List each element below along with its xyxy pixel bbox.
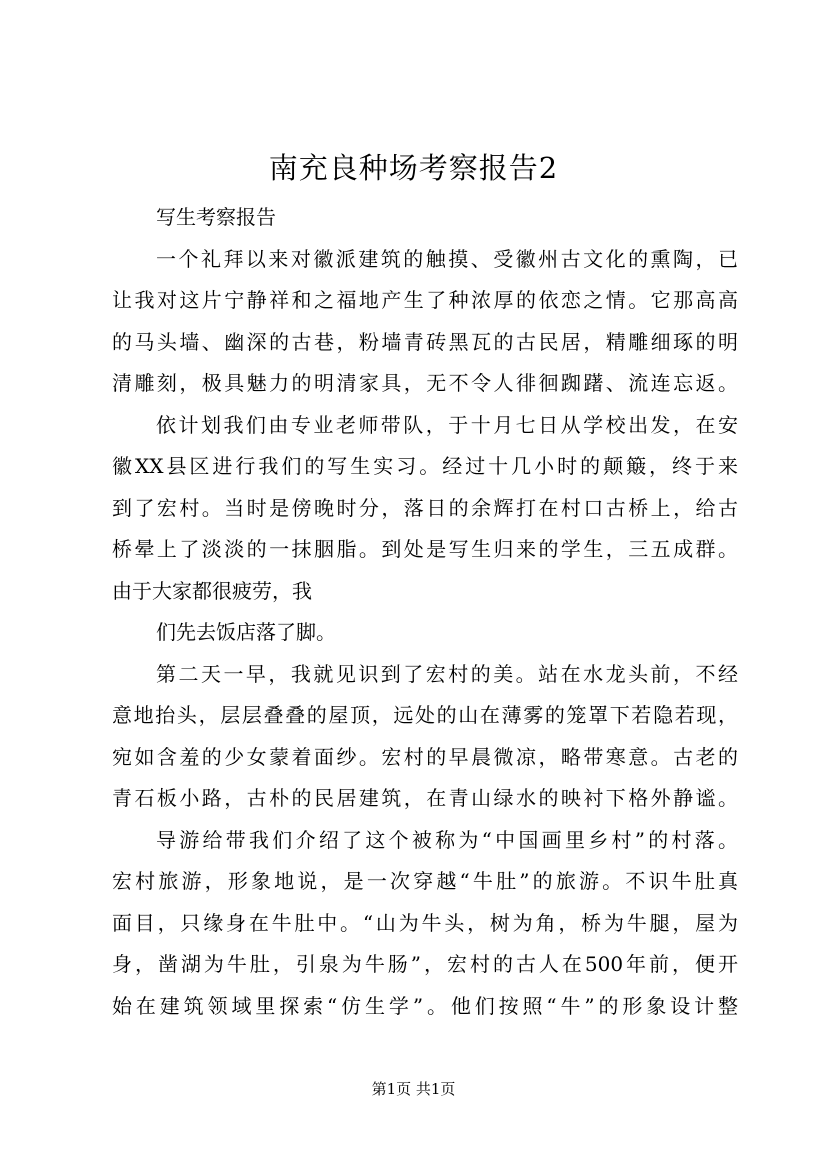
text-line: 让我对这片宁静祥和之福地产生了种浓厚的依恋之情。它那高高	[112, 288, 738, 312]
text-line: 宏村旅游，形象地说，是一次穿越“牛肚”的旅游。不识牛肚真	[112, 869, 738, 893]
text-line: 始在建筑领域里探索“仿生学”。他们按照“牛”的形象设计整	[112, 993, 738, 1018]
text-line: 写生考察报告	[156, 205, 276, 229]
text-line: 一个礼拜以来对徽派建筑的触摸、受徽州古文化的熏陶，已	[156, 246, 738, 271]
text-line: 第二天一早，我就见识到了宏村的美。站在水龙头前，不经	[156, 661, 738, 686]
text-line: 清雕刻，极具魅力的明清家具，无不令人徘徊踟躇、流连忘返。	[112, 371, 738, 395]
text-line: 由于大家都很疲劳，我	[112, 578, 312, 603]
text-line: 意地抬头，层层叠叠的屋顶，远处的山在薄雾的笼罩下若隐若现，	[112, 703, 738, 727]
text-line: 的马头墙、幽深的古巷，粉墙青砖黑瓦的古民居，精雕细琢的明	[112, 329, 738, 354]
text-line: 依计划我们由专业老师带队，于十月七日从学校出发，在安	[156, 412, 738, 437]
text-line: 桥晕上了淡淡的一抹胭脂。到处是写生归来的学生，三五成群。	[112, 537, 738, 561]
text-line: 青石板小路，古朴的民居建筑，在青山绿水的映衬下格外静谧。	[112, 786, 738, 810]
document-title: 南充良种场考察报告2	[268, 151, 559, 185]
text-line: 宛如含羞的少女蒙着面纱。宏村的早晨微凉，略带寒意。古老的	[112, 744, 738, 769]
text-line: 导游给带我们介绍了这个被称为“中国画里乡村”的村落。	[156, 827, 738, 852]
text-line: 徽XX县区进行我们的写生实习。经过十几小时的颠簸，终于来	[112, 454, 738, 478]
text-line: 面目，只缘身在牛肚中。“山为牛头，树为角，桥为牛腿，屋为	[112, 910, 738, 935]
text-line: 们先去饭店落了脚。	[156, 620, 336, 644]
text-line: 身，凿湖为牛肚，引泉为牛肠”，宏村的古人在500年前，便开	[112, 952, 738, 976]
document-body	[112, 197, 738, 1027]
page-footer: 第1页 共1页	[371, 1080, 456, 1098]
text-line: 到了宏村。当时是傍晚时分，落日的余辉打在村口古桥上，给古	[112, 495, 738, 520]
